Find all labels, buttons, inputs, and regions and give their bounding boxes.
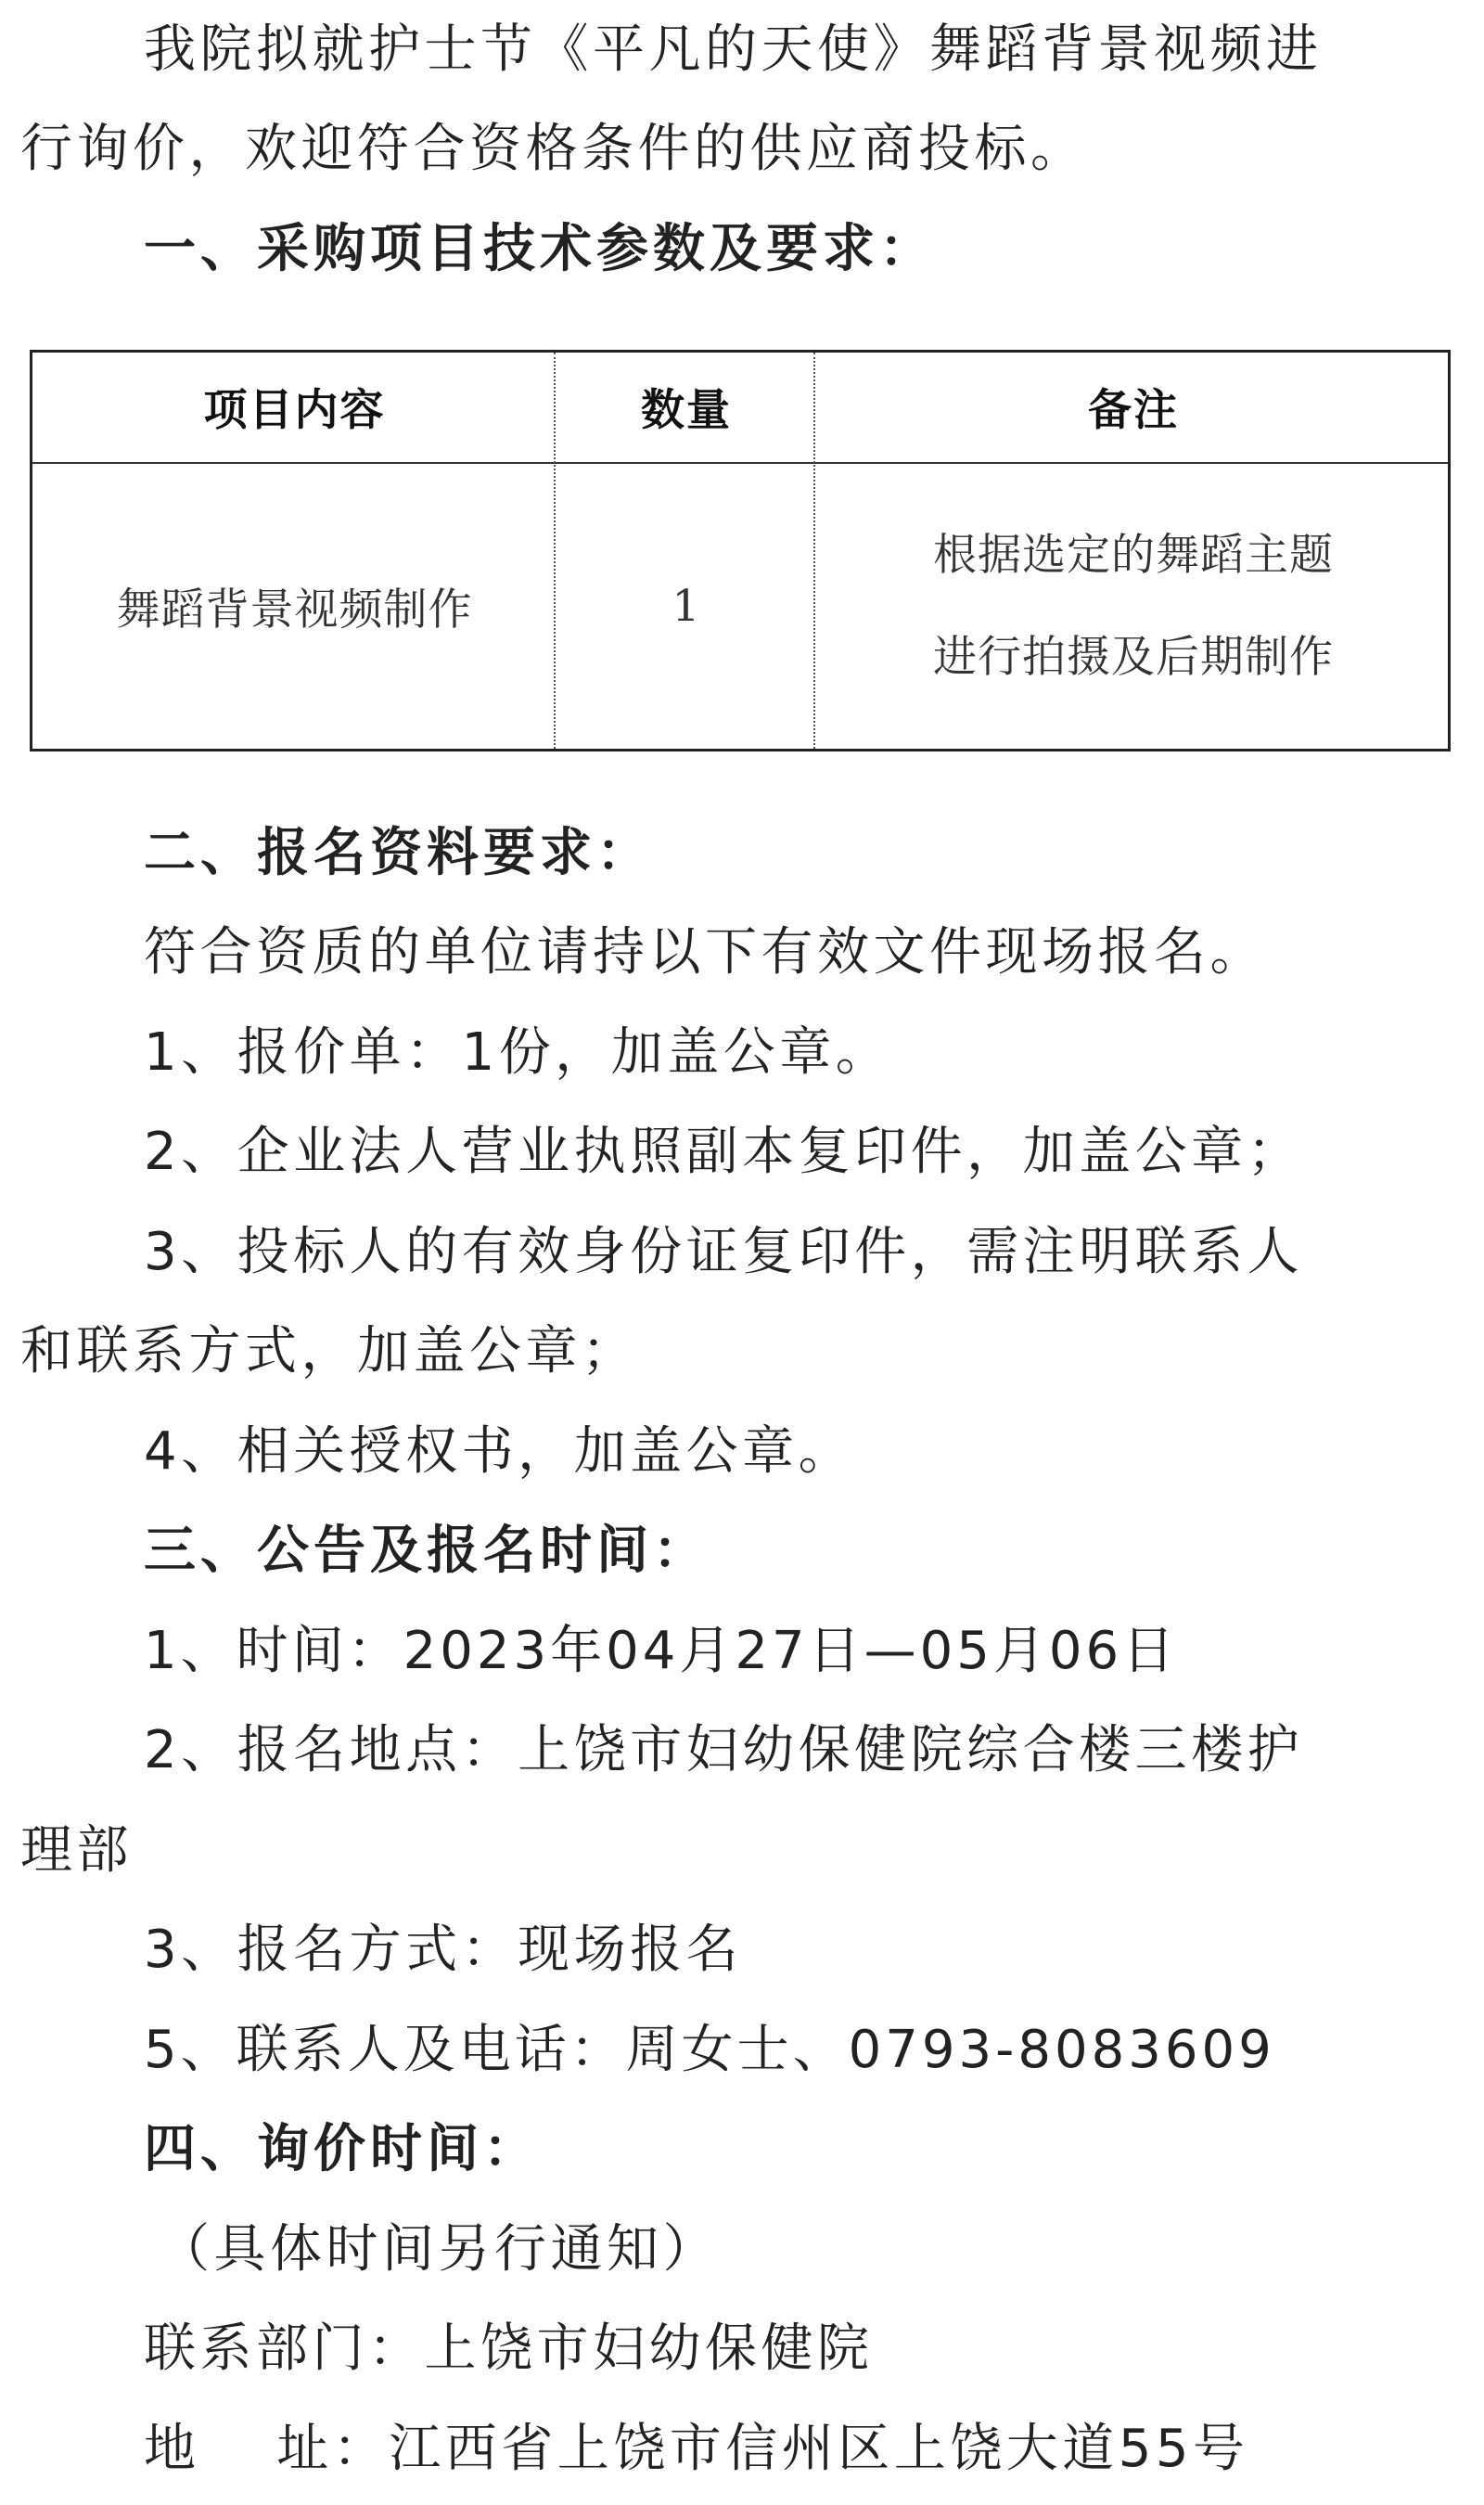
- inquiry-dept: 联系部门：上饶市妇幼保健院: [144, 2319, 874, 2379]
- table-cell-note: [816, 464, 1451, 749]
- requirement-item-4: 4、相关授权书，加盖公章。: [144, 1421, 855, 1482]
- table-cell-item: 舞蹈背景视频制作: [116, 584, 473, 636]
- section-4-heading: 四、询价时间：: [144, 2119, 540, 2179]
- inquiry-address: 地 址：江西省上饶市信州区上饶大道55号: [144, 2419, 1249, 2479]
- section-3-heading: 三、公告及报名时间：: [144, 1521, 710, 1581]
- schedule-contact: 5、联系人及电话：周女士、0793-8083609: [144, 2020, 1275, 2080]
- table-header-note: 备注: [1088, 385, 1179, 436]
- section-2-heading: 二、报名资料要求：: [144, 823, 653, 883]
- table-header-qty: 数量: [641, 385, 732, 436]
- requirement-item-1: 1、报价单：1份，加盖公章。: [144, 1022, 892, 1083]
- schedule-method: 3、报名方式：现场报名: [144, 1920, 743, 1980]
- requirement-item-2: 2、企业法人营业执照副本复印件，加盖公章；: [144, 1122, 1304, 1182]
- section-1-heading: 一、采购项目技术参数及要求：: [144, 219, 936, 279]
- table-note-line-2: 进行拍摄及后期制作: [933, 631, 1334, 683]
- schedule-place-line-1: 2、报名地点：上饶市妇幼保健院综合楼三楼护: [144, 1720, 1304, 1780]
- schedule-time: 1、时间：2023年04月27日—05月06日: [144, 1621, 1179, 1681]
- table-note-line-1: 根据选定的舞蹈主题: [933, 529, 1334, 581]
- schedule-place-line-2: 理部: [20, 1820, 133, 1881]
- intro-line-1: 我院拟就护士节《平凡的天使》舞蹈背景视频进: [144, 19, 1323, 80]
- requirements-intro: 符合资质的单位请持以下有效文件现场报名。: [144, 922, 1266, 983]
- procurement-table: [30, 350, 1451, 752]
- requirement-item-3-line-2: 和联系方式，加盖公章；: [20, 1321, 638, 1381]
- inquiry-note: （具体时间另行通知）: [158, 2219, 719, 2280]
- requirement-item-3-line-1: 3、投标人的有效身份证复印件，需注明联系人: [144, 1222, 1304, 1282]
- table-cell-qty: 1: [672, 581, 701, 632]
- table-header-item: 项目内容: [203, 385, 386, 436]
- intro-line-2: 行询价，欢迎符合资格条件的供应商投标。: [20, 119, 1087, 179]
